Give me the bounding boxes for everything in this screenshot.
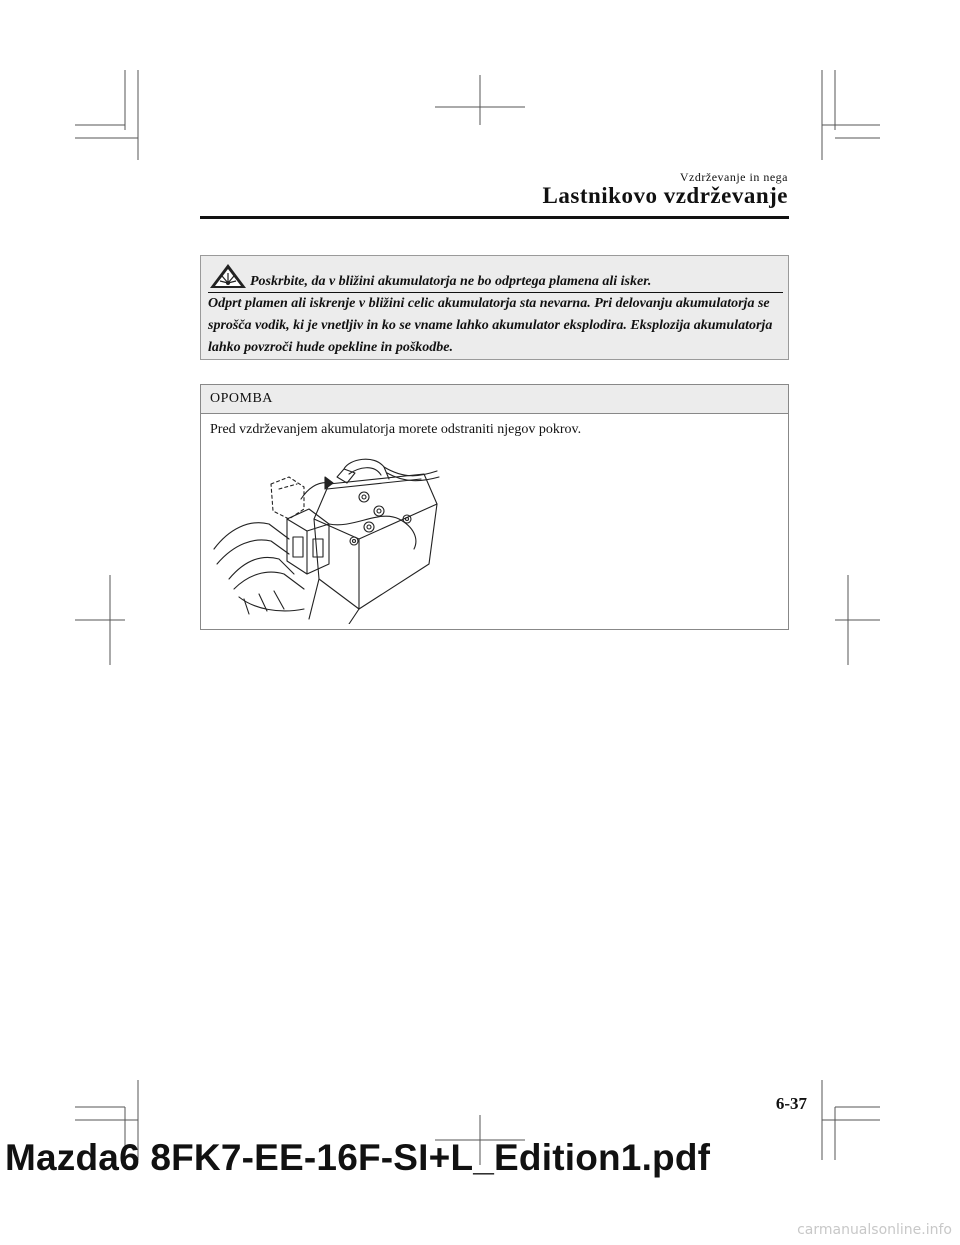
section-title: Lastnikovo vzdrževanje	[542, 183, 788, 208]
header-rule	[200, 216, 789, 219]
note-heading: OPOMBA	[210, 391, 273, 406]
warning-headline-text: Poskrbite, da v bližini akumulatorja ne bo odprtega plamena ali isker.	[250, 274, 652, 289]
note-box	[200, 384, 789, 630]
note-heading-bar	[201, 385, 788, 414]
warning-body: Odprt plamen ali iskrenje v bližini celic akumulatorja sta nevarna. Pri delovanju akumulatorja se sprošča vodik, ki je vnetljiv in ko se vname lahko akumulator eksplodira. Eksplozija akumulatorja lahko povzroči hude opekline in poškodbe.	[208, 296, 773, 355]
battery-cover-removal-illustration	[209, 449, 449, 624]
explosion-warning-icon	[208, 262, 248, 290]
warning-headline	[208, 262, 783, 293]
watermark: carmanualsonline.info	[797, 1222, 952, 1238]
footer-filename: Mazda6 8FK7-EE-16F-SI+L_Edition1.pdf	[5, 1137, 711, 1178]
warning-box	[200, 255, 789, 360]
page-number: 6-37	[775, 1094, 807, 1113]
note-text: Pred vzdrževanjem akumulatorja morete odstraniti njegov pokrov.	[210, 422, 582, 437]
section-subtitle: Vzdrževanje in nega	[679, 170, 788, 184]
